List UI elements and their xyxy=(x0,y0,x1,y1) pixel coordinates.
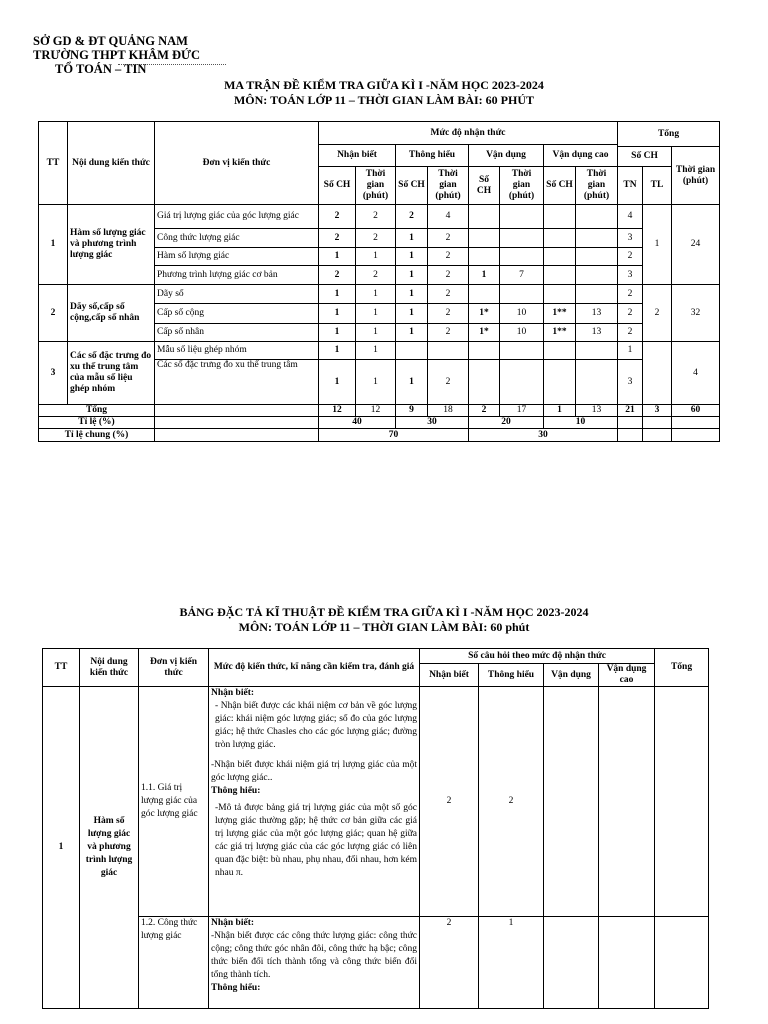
spec-col-unit: Đơn vị kiến thức xyxy=(139,649,209,687)
nb-time-head: Thời gian (phút) xyxy=(356,167,396,205)
th-time-cell: 2 xyxy=(428,304,469,324)
vdc-ch-cell: 1** xyxy=(544,324,576,342)
vd-ch-cell: 1* xyxy=(469,304,500,324)
tn-cell: 21 xyxy=(618,405,643,417)
empty-cell xyxy=(155,417,319,429)
empty-cell xyxy=(643,417,672,429)
th-time-head: Thời gian (phút) xyxy=(428,167,469,205)
spec-col-level: Mức độ kiến thức, kĩ năng cần kiểm tra, đánh giá xyxy=(209,649,420,687)
nb-time-cell: 12 xyxy=(356,405,396,417)
unit-cell: 1.2. Công thức lượng giác xyxy=(139,917,209,1009)
col-nb: Nhận biết xyxy=(319,145,396,167)
nb-ch-cell: 1 xyxy=(319,342,356,360)
th-ch-cell: 9 xyxy=(396,405,428,417)
ratio-all-label: Tỉ lệ chung (%) xyxy=(39,429,155,442)
level-description xyxy=(209,917,420,1009)
tn-cell: 2 xyxy=(618,304,643,324)
vdc-time-cell xyxy=(576,342,618,360)
nb-ch-head: Số CH xyxy=(319,167,356,205)
spec-col-total: Tổng xyxy=(655,649,709,687)
nb-heading: Nhận biết: xyxy=(211,688,255,698)
spec-topic: Hàm số lượng giác và phương trình lượng giác xyxy=(80,687,139,1009)
th-heading: Thông hiểu: xyxy=(211,983,261,993)
vdc-ch-cell xyxy=(544,205,576,229)
col-level: Mức độ nhận thức xyxy=(319,122,618,145)
nb-ch-cell: 1 xyxy=(319,285,356,304)
nb-heading: Nhận biết: xyxy=(211,918,255,928)
nb-ch-cell: 1 xyxy=(319,360,356,405)
vdc-time-cell: 13 xyxy=(576,324,618,342)
vd-time-head: Thời gian (phút) xyxy=(500,167,544,205)
vd-time-cell: 7 xyxy=(500,266,544,285)
time-cell: 32 xyxy=(672,285,720,342)
vdc-time-cell xyxy=(576,266,618,285)
vd-ch-cell: 2 xyxy=(469,405,500,417)
th-time-cell: 2 xyxy=(428,229,469,248)
vd-count xyxy=(544,687,599,917)
nb-time-cell: 1 xyxy=(356,248,396,266)
tn-cell: 2 xyxy=(618,324,643,342)
vd-time-cell xyxy=(500,360,544,405)
th-time-cell: 4 xyxy=(428,205,469,229)
total-row xyxy=(39,405,720,417)
nb-time-cell: 1 xyxy=(356,285,396,304)
vdc-time-cell xyxy=(576,360,618,405)
th-ch-cell xyxy=(396,342,428,360)
th-time-cell: 2 xyxy=(428,266,469,285)
nb-ch-cell: 12 xyxy=(319,405,356,417)
total-label: Tổng xyxy=(39,405,155,417)
tn-cell: 2 xyxy=(618,285,643,304)
th-time-cell: 2 xyxy=(428,248,469,266)
th-ch-cell: 1 xyxy=(396,248,428,266)
spec-col-nb: Nhận biết xyxy=(420,664,479,687)
th-time-cell: 2 xyxy=(428,285,469,304)
nb-time-cell: 1 xyxy=(356,360,396,405)
vdc-ch-cell xyxy=(544,248,576,266)
col-tt: TT xyxy=(39,122,68,205)
tn-cell: 4 xyxy=(618,205,643,229)
col-unit: Đơn vị kiến thức xyxy=(155,122,319,205)
nb-text: -Nhận biết được khái niệm giá trị lượng giác của một góc lượng giác.. xyxy=(211,760,417,783)
th-ch-cell: 2 xyxy=(396,205,428,229)
vd-time-cell xyxy=(500,342,544,360)
th-ch-cell: 1 xyxy=(396,324,428,342)
vd-ch-head: Số CH xyxy=(469,167,500,205)
vd-ch-cell xyxy=(469,229,500,248)
spec-table xyxy=(42,648,709,1009)
nb-text: -Nhận biết được các công thức lượng giác: công thức cộng; công thức góc nhân đôi, công thức hạ bậc; công thức biến đổi tích thành tổng và công thức biến đổi tổng thành tích. xyxy=(211,931,417,980)
tn-head: TN xyxy=(618,167,643,205)
tn-cell: 1 xyxy=(618,342,643,360)
table-row xyxy=(39,285,720,304)
vd-ch-cell xyxy=(469,248,500,266)
unit-cell: Phương trình lượng giác cơ bản xyxy=(155,266,319,285)
nb-time-cell: 2 xyxy=(356,229,396,248)
vd-time-cell xyxy=(500,285,544,304)
ratio-row xyxy=(39,417,720,429)
th-count: 1 xyxy=(479,917,544,1009)
th-ch-cell: 1 xyxy=(396,360,428,405)
vd-time-cell xyxy=(500,248,544,266)
unit-cell: 1.1. Giá trị lượng giác của góc lượng giác xyxy=(139,687,209,917)
nb-time-cell: 2 xyxy=(356,205,396,229)
time-cell: 4 xyxy=(672,342,720,405)
nb-count: 2 xyxy=(420,687,479,917)
vd-time-cell: 10 xyxy=(500,324,544,342)
total-count xyxy=(655,687,709,917)
th-ch-cell: 1 xyxy=(396,266,428,285)
unit-cell: Giá trị lượng giác của góc lượng giác xyxy=(155,205,319,229)
group-number: 2 xyxy=(39,285,68,342)
th-ch-cell: 1 xyxy=(396,304,428,324)
nb-count: 2 xyxy=(420,917,479,1009)
col-vdc: Vận dụng cao xyxy=(544,145,618,167)
th-time-cell: 18 xyxy=(428,405,469,417)
tn-cell: 3 xyxy=(618,229,643,248)
spec-title: BẢNG ĐẶC TẢ KĨ THUẬT ĐỀ KIỂM TRA GIỮA KÌ I -NĂM HỌC 2023-2024 xyxy=(179,605,589,619)
nb-ch-cell: 2 xyxy=(319,266,356,285)
col-total: Tổng xyxy=(618,122,720,147)
group-topic: Hàm số lượng giác và phương trình lượng giác xyxy=(68,205,155,285)
ratio-th: 30 xyxy=(396,417,469,429)
time-cell: 60 xyxy=(672,405,720,417)
vd-ch-cell: 1 xyxy=(469,266,500,285)
th-count: 2 xyxy=(479,687,544,917)
unit-cell: Hàm số lượng giác xyxy=(155,248,319,266)
ratio-all-right: 30 xyxy=(469,429,618,442)
time-cell: 24 xyxy=(672,205,720,285)
th-time-cell: 2 xyxy=(428,324,469,342)
matrix-table xyxy=(38,121,720,442)
nb-time-cell: 1 xyxy=(356,324,396,342)
vdc-time-cell: 13 xyxy=(576,304,618,324)
empty-cell xyxy=(672,417,720,429)
vdc-count xyxy=(599,917,655,1009)
nb-time-cell: 1 xyxy=(356,304,396,324)
unit-cell: Cấp số cộng xyxy=(155,304,319,324)
empty-cell xyxy=(155,429,319,442)
vdc-ch-cell xyxy=(544,285,576,304)
col-total-soch: Số CH xyxy=(618,147,672,167)
vd-time-cell: 10 xyxy=(500,304,544,324)
vd-time-cell: 17 xyxy=(500,405,544,417)
group-number: 3 xyxy=(39,342,68,405)
th-ch-head: Số CH xyxy=(396,167,428,205)
spec-col-vdc: Vận dụng cao xyxy=(599,664,655,687)
vdc-ch-head: Số CH xyxy=(544,167,576,205)
group-number: 1 xyxy=(39,205,68,285)
tl-cell: 2 xyxy=(643,285,672,342)
empty-cell xyxy=(618,417,643,429)
empty-cell xyxy=(643,429,672,442)
nb-ch-cell: 2 xyxy=(319,229,356,248)
th-heading: Thông hiểu: xyxy=(211,786,261,796)
ratio-all-left: 70 xyxy=(319,429,469,442)
vdc-time-cell xyxy=(576,205,618,229)
nb-ch-cell: 1 xyxy=(319,304,356,324)
vd-count xyxy=(544,917,599,1009)
tl-cell: 3 xyxy=(643,405,672,417)
table-row xyxy=(39,205,720,229)
ratio-vdc: 10 xyxy=(544,417,618,429)
vdc-ch-cell: 1 xyxy=(544,405,576,417)
vdc-time-cell xyxy=(576,248,618,266)
vdc-time-head: Thời gian (phút) xyxy=(576,167,618,205)
school-name: TRƯỜNG THPT KHÂM ĐỨC xyxy=(33,48,201,62)
total-count xyxy=(655,917,709,1009)
table-row xyxy=(43,917,709,1009)
spec-subtitle: MÔN: TOÁN LỚP 11 – THỜI GIAN LÀM BÀI: 60 phút xyxy=(238,620,530,634)
vd-time-cell xyxy=(500,229,544,248)
ratio-vd: 20 xyxy=(469,417,544,429)
unit-cell: Dãy số xyxy=(155,285,319,304)
col-content: Nội dung kiến thức xyxy=(68,122,155,205)
vdc-ch-cell xyxy=(544,266,576,285)
vdc-time-cell xyxy=(576,285,618,304)
tn-cell: 3 xyxy=(618,266,643,285)
vd-time-cell xyxy=(500,205,544,229)
group-topic: Dãy số,cấp số cộng,cấp số nhân xyxy=(68,285,155,342)
tn-cell: 2 xyxy=(618,248,643,266)
dept-name: SỞ GD & ĐT QUẢNG NAM xyxy=(33,34,188,48)
empty-cell xyxy=(672,429,720,442)
matrix-title: MA TRẬN ĐỀ KIỂM TRA GIỮA KÌ I -NĂM HỌC 2023-2024 xyxy=(224,78,544,92)
matrix-subtitle: MÔN: TOÁN LỚP 11 – THỜI GIAN LÀM BÀI: 60 PHÚT xyxy=(233,93,535,107)
table-row xyxy=(39,342,720,360)
vdc-time-cell xyxy=(576,229,618,248)
tl-cell xyxy=(643,342,672,405)
unit-cell: Công thức lượng giác xyxy=(155,229,319,248)
ratio-all-row xyxy=(39,429,720,442)
vdc-ch-cell: 1** xyxy=(544,304,576,324)
group-name: TỔ TOÁN – TIN xyxy=(55,62,147,76)
group-topic: Các số đặc trưng đo xu thế trung tâm của mẫu số liệu ghép nhóm xyxy=(68,342,155,405)
spec-topic-number: 1 xyxy=(43,687,80,1009)
nb-ch-cell: 1 xyxy=(319,248,356,266)
vdc-ch-cell xyxy=(544,229,576,248)
tl-cell: 1 xyxy=(643,205,672,285)
nb-ch-cell: 1 xyxy=(319,324,356,342)
th-time-cell xyxy=(428,342,469,360)
col-th: Thông hiểu xyxy=(396,145,469,167)
th-text: -Mô tả được bảng giá trị lượng giác của một số góc lượng giác thường gặp; hệ thức cơ bản giữa các giá trị lượng giác của một góc lượng giác; quan hệ giữa các giá trị lượng giác của các góc lượng giác có liên quan đặc biệt: bù nhau, phụ nhau, đối nhau, hơn kém nhau π. xyxy=(215,803,417,878)
unit-cell: Mẫu số liệu ghép nhóm xyxy=(155,342,319,360)
vdc-count xyxy=(599,687,655,917)
unit-cell: Các số đặc trưng đo xu thế trung tâm xyxy=(155,360,319,405)
table-row xyxy=(43,687,709,917)
spec-col-th: Thông hiểu xyxy=(479,664,544,687)
th-time-cell: 2 xyxy=(428,360,469,405)
ratio-label: Tỉ lệ (%) xyxy=(39,417,155,429)
empty-cell xyxy=(155,405,319,417)
tl-head: TL xyxy=(643,167,672,205)
spec-col-content: Nội dung kiến thức xyxy=(80,649,139,687)
vd-ch-cell xyxy=(469,342,500,360)
spec-col-tt: TT xyxy=(43,649,80,687)
vd-ch-cell: 1* xyxy=(469,324,500,342)
empty-cell xyxy=(618,429,643,442)
ratio-nb: 40 xyxy=(319,417,396,429)
nb-text: - Nhận biết được các khái niệm cơ bản về góc lượng giác: khái niệm góc lượng giác; số đo của góc lượng giác; hệ thức Chasles cho các góc lượng giác; đường tròn lượng giác. xyxy=(215,701,417,750)
vd-ch-cell xyxy=(469,205,500,229)
th-ch-cell: 1 xyxy=(396,229,428,248)
level-description xyxy=(209,687,420,917)
tn-cell: 3 xyxy=(618,360,643,405)
spec-col-count: Số câu hỏi theo mức độ nhận thức xyxy=(420,649,655,664)
col-total-time: Thời gian (phút) xyxy=(672,147,720,205)
vdc-time-cell: 13 xyxy=(576,405,618,417)
vd-ch-cell xyxy=(469,285,500,304)
nb-time-cell: 1 xyxy=(356,342,396,360)
vdc-ch-cell xyxy=(544,360,576,405)
th-ch-cell: 1 xyxy=(396,285,428,304)
vd-ch-cell xyxy=(469,360,500,405)
vdc-ch-cell xyxy=(544,342,576,360)
nb-time-cell: 2 xyxy=(356,266,396,285)
nb-ch-cell: 2 xyxy=(319,205,356,229)
spec-col-vd: Vận dụng xyxy=(544,664,599,687)
unit-cell: Cấp số nhân xyxy=(155,324,319,342)
col-vd: Vận dụng xyxy=(469,145,544,167)
